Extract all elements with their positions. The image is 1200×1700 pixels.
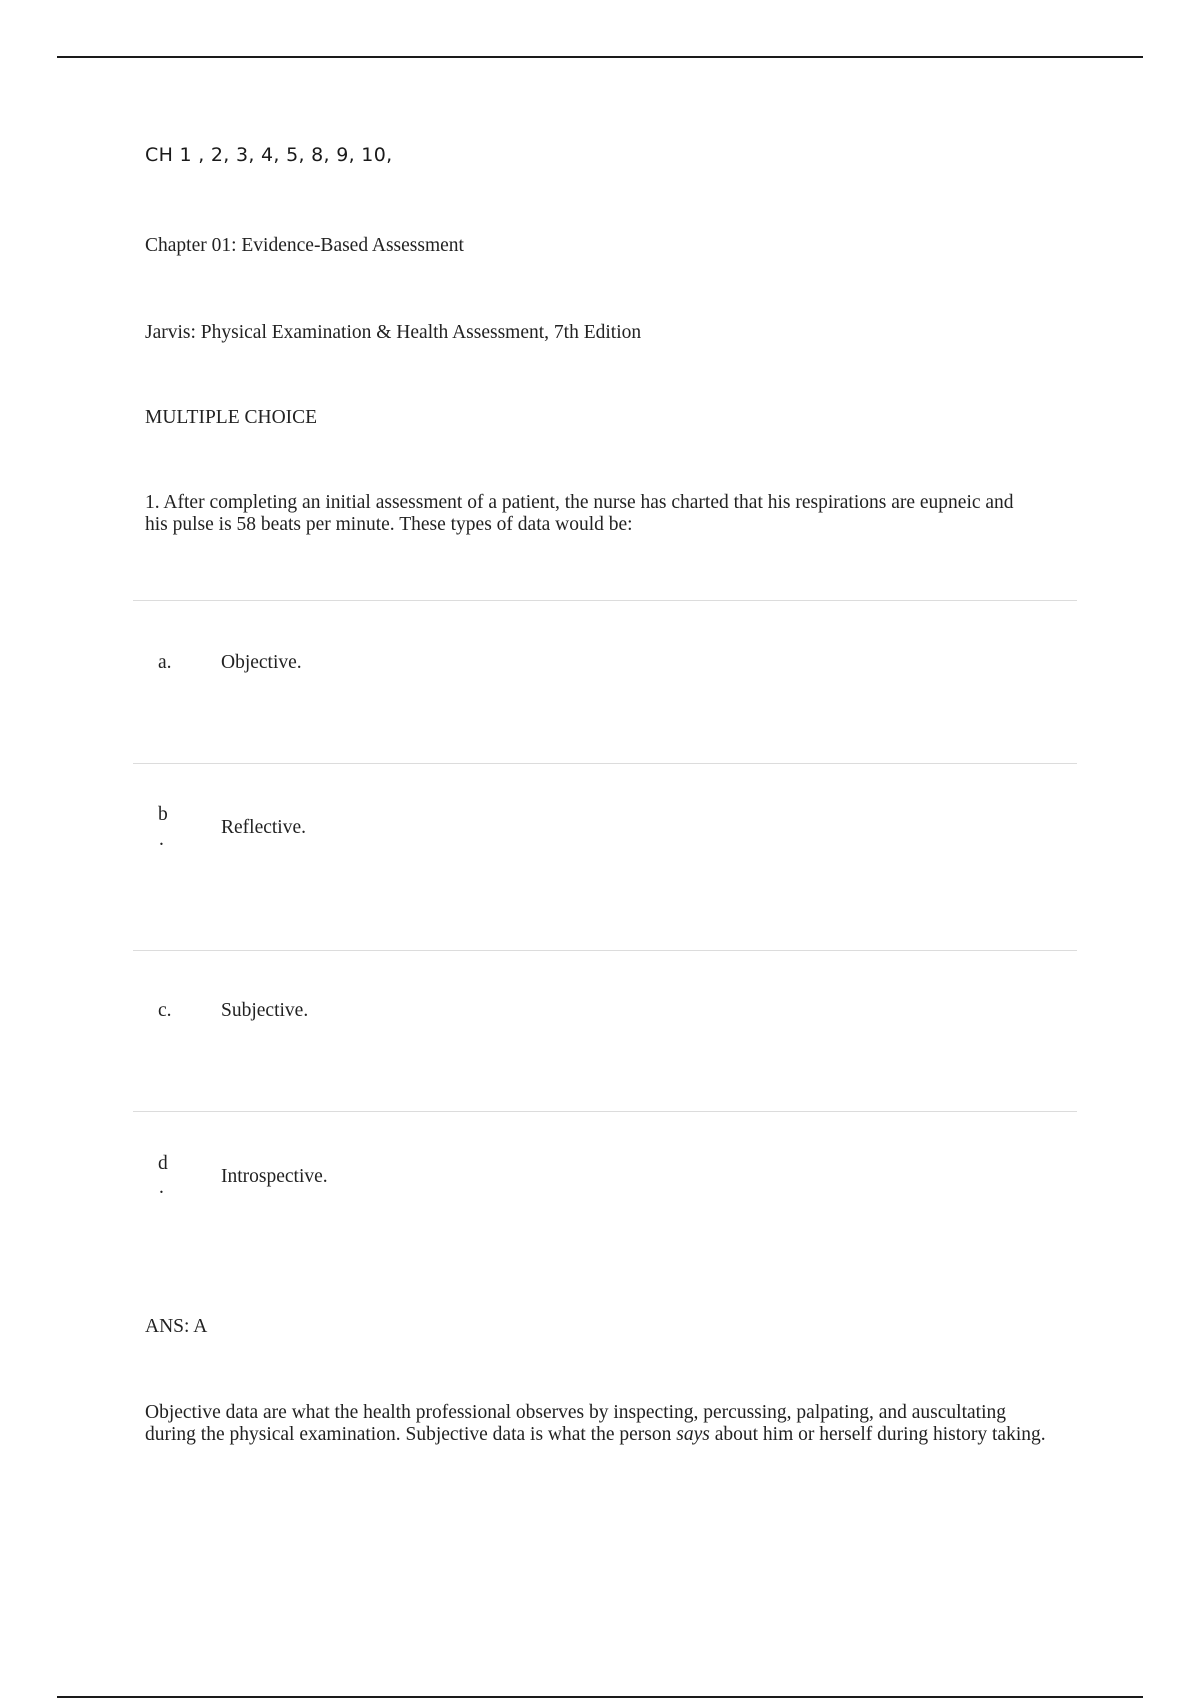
option-letter-dot: . [159, 829, 164, 850]
book-title: Jarvis: Physical Examination & Health Assessment, 7th Edition [145, 322, 642, 343]
rationale-line-2-end: about him or herself during history taking. [709, 1424, 1046, 1445]
option-letter: c. [158, 1000, 172, 1021]
rationale-line-2 [145, 1424, 1105, 1446]
option-letter: a. [158, 652, 172, 673]
option-separator [133, 950, 1077, 951]
rationale-emphasis: says [676, 1424, 710, 1445]
chapters-line: CH 1 , 2, 3, 4, 5, 8, 9, 10, [145, 144, 393, 166]
option-separator [133, 1111, 1077, 1112]
option-text: Reflective. [221, 817, 306, 838]
option-separator [133, 763, 1077, 764]
option-text: Subjective. [221, 1000, 309, 1021]
bottom-rule [57, 1696, 1143, 1698]
question-line-1: 1. After completing an initial assessment of a patient, the nurse has charted that his respirations are eupneic and [145, 492, 1014, 513]
option-letter-dot: . [159, 1177, 164, 1198]
top-rule [57, 56, 1143, 58]
rationale-line-2-start: during the physical examination. Subjective data is what the person [145, 1424, 677, 1445]
option-letter: d [158, 1153, 168, 1174]
section-label: MULTIPLE CHOICE [145, 407, 318, 428]
option-separator [133, 600, 1077, 601]
question-text [145, 492, 1075, 536]
option-letter: b [158, 804, 168, 825]
option-text: Objective. [221, 652, 302, 673]
answer-key: ANS: A [145, 1316, 208, 1337]
chapter-title: Chapter 01: Evidence-Based Assessment [145, 235, 464, 256]
rationale-line-1: Objective data are what the health professional observes by inspecting, percussing, palpating, and auscultating [145, 1402, 1006, 1423]
question-line-2: his pulse is 58 beats per minute. These types of data would be: [145, 514, 633, 535]
rationale-text [145, 1402, 1105, 1446]
option-text: Introspective. [221, 1166, 328, 1187]
